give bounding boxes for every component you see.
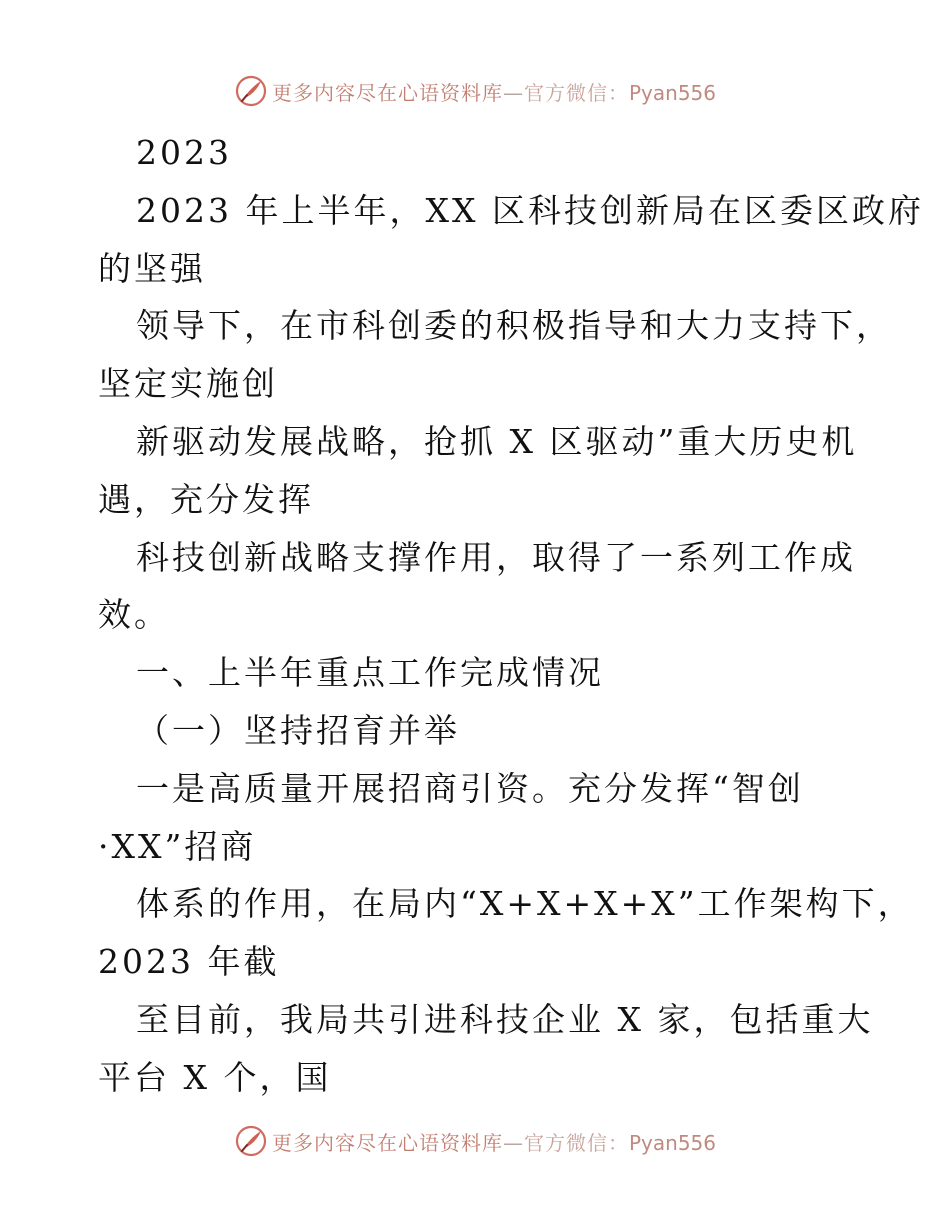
text-line: 遇，充分发挥 — [98, 479, 314, 519]
watermark-text — [272, 1127, 716, 1156]
quill-logo-icon — [234, 1124, 268, 1158]
text-line: ·XX”招商 — [98, 826, 257, 866]
text-line: 平台 X 个，国 — [98, 1057, 332, 1097]
watermark-label: 官方微信： — [523, 1130, 629, 1155]
watermark-brand: 更多内容尽在心语资料库 — [271, 1130, 503, 1155]
text-line: 一是高质量开展招商引资。充分发挥“智创 — [136, 768, 804, 808]
footer-watermark — [0, 1121, 950, 1161]
text-line: 的坚强 — [98, 248, 206, 288]
text-line: 坚定实施创 — [98, 364, 278, 404]
text-line: 至目前，我局共引进科技企业 X 家，包括重大 — [136, 999, 874, 1039]
watermark-id: Pyan556 — [628, 1130, 716, 1155]
text-line: 科技创新战略支撑作用，取得了一系列工作成 — [136, 537, 856, 577]
text-line: 新驱动发展战略，抢抓 X 区驱动”重大历史机 — [136, 421, 858, 461]
text-line: 效。 — [98, 595, 170, 635]
watermark-brand: 更多内容尽在心语资料库 — [271, 80, 503, 105]
text-line: 体系的作用，在局内“X+X+X+X”工作架构下， — [136, 884, 914, 924]
text-line: 2023 年截 — [98, 942, 280, 982]
watermark-label: 官方微信： — [523, 80, 629, 105]
text-line: 领导下，在市科创委的积极指导和大力支持下， — [136, 306, 892, 346]
header-watermark — [0, 71, 950, 111]
subsection-heading: （一）坚持招育并举 — [136, 710, 460, 750]
watermark-id: Pyan556 — [628, 80, 716, 105]
document-body — [98, 124, 924, 1107]
text-line: 2023 年上半年，XX 区科技创新局在区委区政府 — [136, 190, 924, 230]
quill-logo-icon — [234, 74, 268, 108]
watermark-text — [272, 77, 716, 106]
text-line: 2023 — [136, 133, 232, 172]
watermark-separator: — — [502, 80, 524, 105]
watermark-separator: — — [502, 1130, 524, 1155]
section-heading: 一、上半年重点工作完成情况 — [136, 653, 604, 693]
